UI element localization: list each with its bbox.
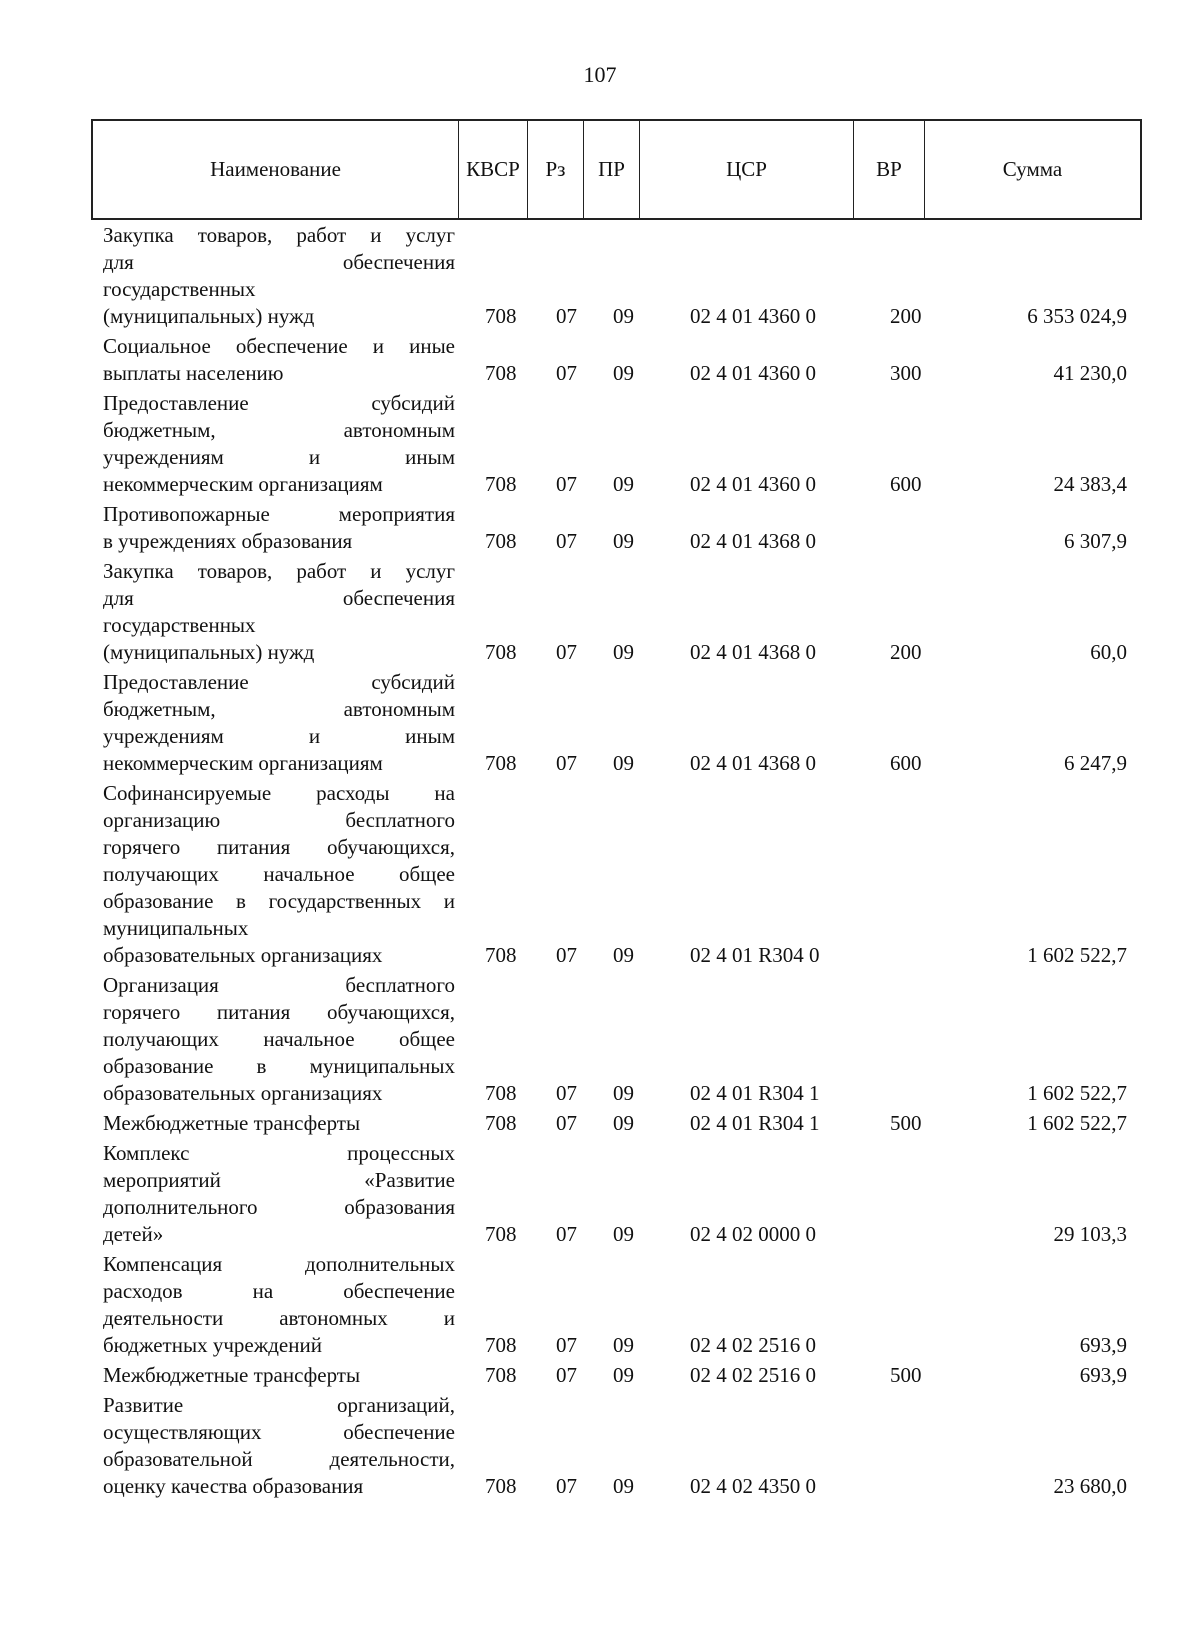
table-row [0, 222, 1200, 330]
row-kvsr: 708 [485, 751, 517, 775]
row-csr: 02 4 01 4368 0 [690, 529, 816, 553]
row-rz: 07 [556, 1222, 577, 1246]
row-name-line: Межбюджетные трансферты [103, 1363, 361, 1387]
row-kvsr: 708 [485, 1333, 517, 1357]
row-csr: 02 4 01 4360 0 [690, 304, 816, 328]
row-name [103, 669, 455, 777]
row-pr: 09 [613, 1081, 634, 1105]
row-csr: 02 4 01 R304 1 [690, 1081, 820, 1105]
row-name-line: бюджетным, автономным [103, 697, 455, 721]
row-csr: 02 4 01 R304 0 [690, 943, 820, 967]
row-sum: 41 230,0 [1053, 361, 1127, 385]
row-name-line: некоммерческим организациям [103, 751, 383, 775]
table-row [0, 1362, 1200, 1389]
row-kvsr: 708 [485, 1363, 517, 1387]
page-number: 107 [583, 62, 617, 87]
row-name-line: государственных [103, 277, 256, 301]
row-name-line: деятельности автономных и [103, 1306, 455, 1330]
row-name-line: Межбюджетные трансферты [103, 1111, 361, 1135]
row-rz: 07 [556, 304, 577, 328]
row-name-line: Компенсация дополнительных [103, 1252, 455, 1276]
row-name-line: Предоставление субсидий [103, 391, 455, 415]
header-kvsr: КВСР [458, 121, 527, 218]
row-name [103, 1251, 455, 1359]
row-sum: 60,0 [1090, 640, 1127, 664]
row-name-line: Предоставление субсидий [103, 670, 455, 694]
row-csr: 02 4 01 4360 0 [690, 361, 816, 385]
header-csr: ЦСР [639, 121, 853, 218]
row-sum: 24 383,4 [1053, 472, 1127, 496]
row-kvsr: 708 [485, 1111, 517, 1135]
row-csr: 02 4 01 4360 0 [690, 472, 816, 496]
row-name [103, 333, 455, 387]
row-sum: 693,9 [1079, 1333, 1127, 1357]
row-kvsr: 708 [485, 1474, 517, 1498]
header-rz: Рз [527, 121, 583, 218]
table-row [0, 333, 1200, 387]
row-name [103, 972, 455, 1107]
row-csr: 02 4 01 R304 1 [690, 1111, 820, 1135]
row-name-line: некоммерческим организациям [103, 472, 383, 496]
row-sum: 1 602 522,7 [1027, 1081, 1127, 1105]
header-name: Наименование [210, 157, 341, 181]
row-csr: 02 4 02 0000 0 [690, 1222, 816, 1246]
row-name-line: образование в муниципальных [103, 1054, 455, 1078]
row-rz: 07 [556, 640, 577, 664]
row-vr: 200 [890, 640, 922, 664]
header-pr: ПР [583, 121, 639, 218]
row-name-line: образование в государственных и [103, 889, 455, 913]
table-row [0, 1251, 1200, 1359]
row-name-line: дополнительного образования [103, 1195, 455, 1219]
row-kvsr: 708 [485, 1222, 517, 1246]
row-pr: 09 [613, 304, 634, 328]
row-sum: 1 602 522,7 [1027, 1111, 1127, 1135]
row-name-line: получающих начальное общее [103, 862, 455, 886]
row-csr: 02 4 01 4368 0 [690, 751, 816, 775]
table-row [0, 1110, 1200, 1137]
row-sum: 6 247,9 [1064, 751, 1127, 775]
row-vr: 200 [890, 304, 922, 328]
row-name [103, 222, 455, 330]
row-name-line: для обеспечения [103, 586, 455, 610]
row-kvsr: 708 [485, 943, 517, 967]
row-name-line: Социальное обеспечение и иные [103, 334, 455, 358]
table-row [0, 669, 1200, 777]
table-row [0, 390, 1200, 498]
table-row [0, 558, 1200, 666]
row-sum: 693,9 [1079, 1363, 1127, 1387]
row-pr: 09 [613, 1363, 634, 1387]
row-rz: 07 [556, 751, 577, 775]
row-name-line: учреждениям и иным [103, 724, 455, 748]
row-name [103, 501, 455, 555]
row-name [103, 1110, 455, 1137]
row-sum: 23 680,0 [1053, 1474, 1127, 1498]
row-name-line: горячего питания обучающихся, [103, 1000, 455, 1024]
row-name-line: Закупка товаров, работ и услуг [103, 223, 455, 247]
table-row [0, 1140, 1200, 1248]
row-pr: 09 [613, 1111, 634, 1135]
header-sum: Сумма [924, 121, 1140, 218]
row-name [103, 1140, 455, 1248]
row-kvsr: 708 [485, 361, 517, 385]
row-rz: 07 [556, 361, 577, 385]
row-name-line: Комплекс процессных [103, 1141, 455, 1165]
row-name-line: в учреждениях образования [103, 529, 353, 553]
row-pr: 09 [613, 751, 634, 775]
row-name-line: (муниципальных) нужд [103, 304, 315, 328]
row-vr: 300 [890, 361, 922, 385]
row-kvsr: 708 [485, 472, 517, 496]
row-kvsr: 708 [485, 304, 517, 328]
row-vr: 500 [890, 1363, 922, 1387]
row-name-line: (муниципальных) нужд [103, 640, 315, 664]
header-vr: ВР [853, 121, 924, 218]
row-sum: 1 602 522,7 [1027, 943, 1127, 967]
row-vr: 600 [890, 472, 922, 496]
table-row [0, 972, 1200, 1107]
row-name-line: государственных [103, 613, 256, 637]
row-sum: 29 103,3 [1053, 1222, 1127, 1246]
row-rz: 07 [556, 529, 577, 553]
row-rz: 07 [556, 472, 577, 496]
row-name-line: учреждениям и иным [103, 445, 455, 469]
row-name-line: для обеспечения [103, 250, 455, 274]
row-csr: 02 4 02 2516 0 [690, 1333, 816, 1357]
row-pr: 09 [613, 943, 634, 967]
table-header [91, 119, 1142, 220]
row-pr: 09 [613, 1222, 634, 1246]
row-pr: 09 [613, 529, 634, 553]
table-row [0, 1392, 1200, 1500]
row-rz: 07 [556, 1474, 577, 1498]
row-name-line: Организация бесплатного [103, 973, 455, 997]
row-name-line: организацию бесплатного [103, 808, 455, 832]
row-vr: 600 [890, 751, 922, 775]
row-name-line: бюджетных учреждений [103, 1333, 322, 1357]
table-row [0, 501, 1200, 555]
row-kvsr: 708 [485, 640, 517, 664]
row-pr: 09 [613, 1474, 634, 1498]
row-sum: 6 353 024,9 [1027, 304, 1127, 328]
row-kvsr: 708 [485, 1081, 517, 1105]
row-name-line: выплаты населению [103, 361, 284, 385]
row-csr: 02 4 01 4368 0 [690, 640, 816, 664]
row-rz: 07 [556, 1111, 577, 1135]
row-name-line: осуществляющих обеспечение [103, 1420, 455, 1444]
row-name-line: бюджетным, автономным [103, 418, 455, 442]
row-pr: 09 [613, 1333, 634, 1357]
row-name [103, 780, 455, 969]
row-name-line: расходов на обеспечение [103, 1279, 455, 1303]
row-rz: 07 [556, 1081, 577, 1105]
row-name [103, 390, 455, 498]
row-name-line: получающих начальное общее [103, 1027, 455, 1051]
row-sum: 6 307,9 [1064, 529, 1127, 553]
row-rz: 07 [556, 1333, 577, 1357]
row-pr: 09 [613, 361, 634, 385]
row-name-line: Софинансируемые расходы на [103, 781, 455, 805]
row-name-line: Противопожарные мероприятия [103, 502, 455, 526]
row-rz: 07 [556, 943, 577, 967]
row-name [103, 558, 455, 666]
row-name-line: образовательной деятельности, [103, 1447, 455, 1471]
row-name [103, 1362, 455, 1389]
row-name-line: оценку качества образования [103, 1474, 364, 1498]
row-name-line: детей» [103, 1222, 164, 1246]
row-pr: 09 [613, 640, 634, 664]
row-name-line: муниципальных [103, 916, 249, 940]
row-name [103, 1392, 455, 1500]
row-name-line: образовательных организациях [103, 1081, 383, 1105]
row-name-line: Закупка товаров, работ и услуг [103, 559, 455, 583]
row-csr: 02 4 02 2516 0 [690, 1363, 816, 1387]
row-name-line: мероприятий «Развитие [103, 1168, 455, 1192]
row-name-line: образовательных организациях [103, 943, 383, 967]
row-name-line: горячего питания обучающихся, [103, 835, 455, 859]
row-pr: 09 [613, 472, 634, 496]
row-rz: 07 [556, 1363, 577, 1387]
row-vr: 500 [890, 1111, 922, 1135]
row-csr: 02 4 02 4350 0 [690, 1474, 816, 1498]
table-row [0, 780, 1200, 969]
row-name-line: Развитие организаций, [103, 1393, 455, 1417]
row-kvsr: 708 [485, 529, 517, 553]
